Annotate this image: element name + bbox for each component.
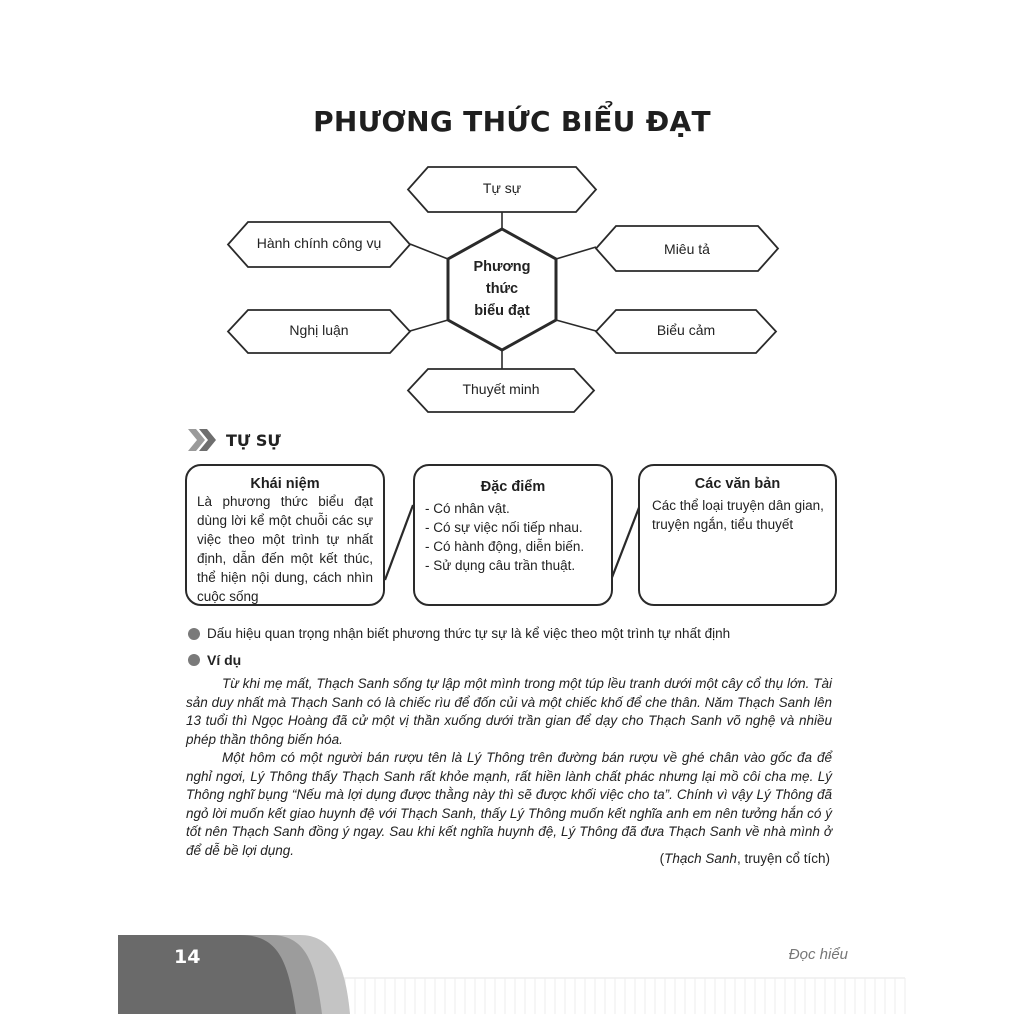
concept-box: [185, 464, 385, 606]
features-list: [415, 499, 611, 575]
center-label-line-1: Phương: [473, 259, 531, 275]
center-label-line-2: thức: [485, 281, 519, 297]
feature-item: - Có hành động, diễn biến.: [425, 539, 585, 554]
node-upper-right-label: Miêu tả: [664, 241, 710, 257]
sign-line: [188, 626, 730, 641]
node-bottom-label: Thuyết minh: [462, 381, 540, 397]
page-number: 14: [174, 946, 201, 968]
feature-item: - Sử dụng câu trần thuật.: [425, 558, 576, 573]
features-title: Đặc điểm: [480, 479, 546, 495]
sign-text: Dấu hiệu quan trọng nhận biết phương thức tự sự là kể việc theo một trình tự nhất định: [207, 626, 731, 641]
example-source: [660, 851, 830, 866]
node-upper-left-label: Hành chính công vụ: [256, 235, 382, 251]
concept-text: Là phương thức biểu đạt dùng lời kể một chuỗi các sự việc theo một trình tự nhất định, dẫn đến một kết thúc, thể hiện nội dung, cách nhìn cuộc sống: [197, 494, 373, 604]
section-title: TỰ SỰ: [226, 430, 281, 450]
texts-title: Các văn bản: [694, 476, 781, 492]
concept-title: Khái niệm: [250, 476, 320, 492]
bullet-dot-icon: [188, 628, 200, 640]
source-rest: , truyện cổ tích): [736, 851, 830, 866]
center-label-line-3: biểu đạt: [474, 303, 530, 319]
footer-section-label: Đọc hiểu: [788, 946, 848, 963]
example-heading: [188, 652, 241, 668]
example-paragraph: Một hôm có một người bán rượu tên là Lý Thông trên đường bán rượu về ghé chân vào gốc đa để nghỉ ngơi, Lý Thông thấy Thạch Sanh rất khỏe mạnh, rất hiền lành chất phác nhưng lại mồ côi cha mẹ. Lý Thông nghĩ bụng “Nếu mà lợi dụng được thằng này thì sẽ được khối việc cho ta”. Chính vì vậy Lý Thông đã ngỏ lời muốn kết giao huynh đệ với Thạch Sanh, thấy Lý Thông muốn kết nghĩa anh em nên tưởng hắn có ý tốt nên Thạch Sanh đồng ý ngay. Sau khi kết nghĩa huynh đệ, Lý Thông đã đưa Thạch Sanh về nhà mình ở để dễ bề lợi dụng.: [186, 750, 832, 858]
node-lower-right-label: Biểu cảm: [656, 322, 716, 338]
node-top-label: Tự sự: [482, 180, 522, 196]
example-label: Ví dụ: [207, 652, 242, 668]
feature-item: - Có nhân vật.: [425, 501, 510, 516]
texts-box: [638, 464, 837, 606]
bullet-dot-icon: [188, 654, 200, 666]
feature-item: - Có sự việc nối tiếp nhau.: [425, 520, 583, 535]
example-text: [186, 675, 832, 860]
features-box: [413, 464, 613, 606]
source-open: (: [659, 851, 665, 866]
page-title: PHƯƠNG THỨC BIỂU ĐẠT: [313, 105, 711, 138]
node-lower-left-label: Nghị luận: [289, 322, 349, 338]
texts-text: Các thể loại truyện dân gian, truyện ngắn, tiểu thuyết: [652, 498, 824, 532]
footer-band: [0, 900, 1024, 1024]
source-work: Thạch Sanh: [664, 851, 737, 866]
example-paragraph: Từ khi mẹ mất, Thạch Sanh sống tự lập một mình trong một túp lều tranh dưới một cây cổ thụ lớn. Tài sản duy nhất mà Thạch Sanh có là chiếc rìu để đốn củi và một chiếc khố để che thân. Năm Thạch Sanh lên 13 tuổi thì Ngọc Hoàng đã cử một vị thần xuống dưới trần gian để dạy cho Thạch Sanh võ nghệ và nhiều phép thần thông biến hóa.: [186, 676, 832, 747]
